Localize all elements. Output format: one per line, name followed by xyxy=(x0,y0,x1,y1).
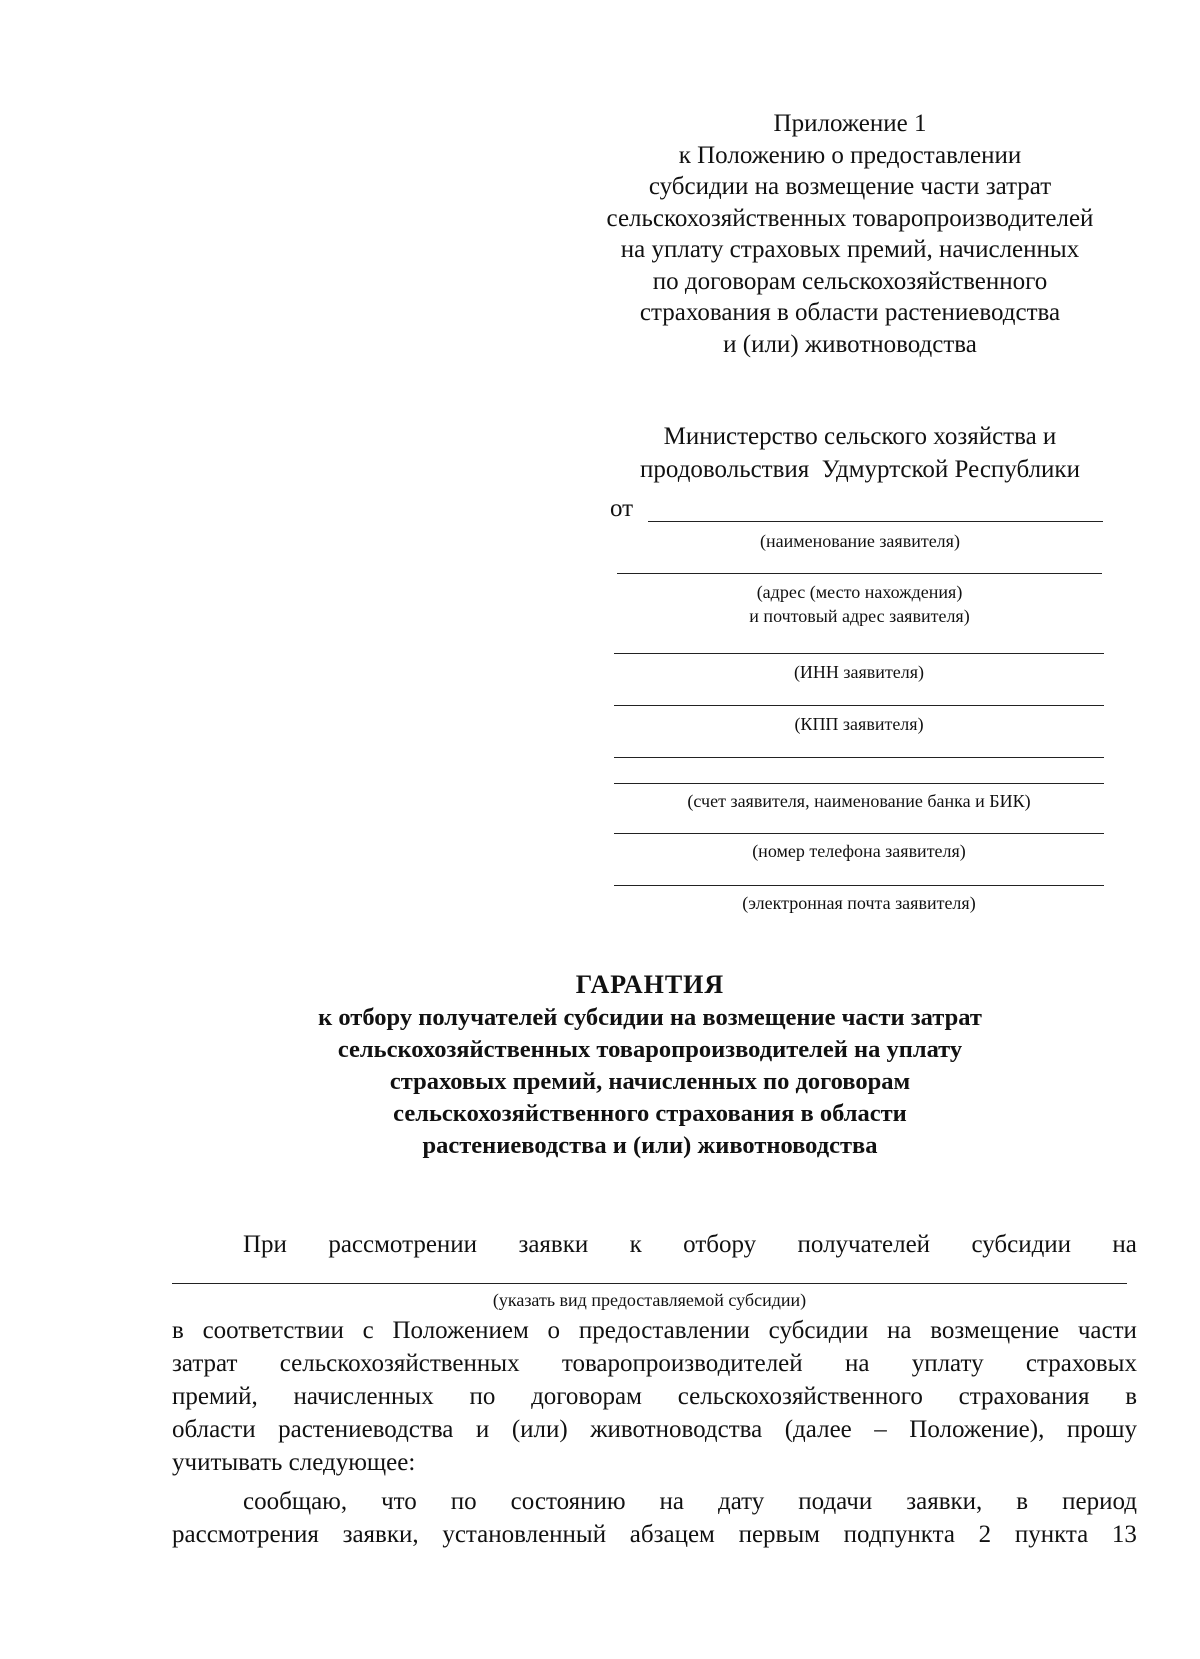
title-subtitle xyxy=(200,1002,1100,1162)
title-sub-line: страховых премий, начисленных по договорам xyxy=(389,1068,911,1095)
word: Положением xyxy=(392,1317,529,1344)
word: субсидии xyxy=(971,1231,1072,1258)
word: уплату xyxy=(911,1350,984,1377)
word: Положение), xyxy=(909,1416,1045,1443)
word: на xyxy=(844,1350,870,1377)
word: абзацем xyxy=(629,1521,715,1548)
appendix-line: страхования в области растениеводства xyxy=(639,299,1061,326)
applicant-phone-field[interactable] xyxy=(614,833,1104,834)
word: о xyxy=(547,1317,561,1344)
word: сельскохозяйственного xyxy=(677,1383,923,1410)
word: страховых xyxy=(1025,1350,1137,1377)
body-paragraph-line: учитывать следующее: xyxy=(172,1449,416,1476)
word: премий, xyxy=(172,1383,258,1410)
word: – xyxy=(874,1416,887,1443)
word: растениеводства xyxy=(278,1416,454,1443)
word: соответствии xyxy=(202,1317,344,1344)
word: При xyxy=(243,1231,287,1258)
appendix-line: к Положению о предоставлении xyxy=(678,141,1022,169)
applicant-kpp-caption: (КПП заявителя) xyxy=(794,714,924,734)
word: дату xyxy=(718,1488,765,1515)
body-paragraph-line xyxy=(172,1518,1137,1551)
word: по xyxy=(469,1383,496,1410)
word: предоставлении xyxy=(578,1317,750,1344)
word: сообщаю, xyxy=(243,1488,348,1515)
applicant-kpp-field[interactable] xyxy=(614,705,1104,706)
word: рассмотрения xyxy=(172,1521,319,1548)
word: возмещение xyxy=(930,1317,1060,1344)
applicant-email-field[interactable] xyxy=(614,885,1104,886)
word: заявки, xyxy=(906,1488,983,1515)
word: (или) xyxy=(511,1416,568,1443)
word: (далее xyxy=(784,1416,852,1443)
applicant-account-caption: (счет заявителя, наименование банка и БИК) xyxy=(687,791,1031,811)
word: области xyxy=(172,1416,256,1443)
word: рассмотрении xyxy=(328,1231,478,1258)
word: в xyxy=(1016,1488,1029,1515)
applicant-account-field-1[interactable] xyxy=(614,757,1104,758)
word: отбору xyxy=(683,1231,757,1258)
body-paragraph-line xyxy=(172,1380,1137,1413)
word: период xyxy=(1062,1488,1137,1515)
word: животноводства xyxy=(590,1416,763,1443)
word: части xyxy=(1077,1317,1137,1344)
word: заявки xyxy=(518,1231,589,1258)
applicant-account-field-2[interactable] xyxy=(614,783,1104,784)
applicant-name-caption: (наименование заявителя) xyxy=(760,531,960,551)
word: и xyxy=(475,1416,490,1443)
word: пункта xyxy=(1014,1521,1089,1548)
word: по xyxy=(450,1488,477,1515)
title-sub-line: сельскохозяйственного страхования в области xyxy=(393,1100,907,1127)
addressee-line-2: продовольствия Удмуртской Республики xyxy=(640,456,1080,483)
addressee-line-1: Министерство сельского хозяйства и xyxy=(663,423,1057,450)
word: в xyxy=(172,1317,184,1344)
body-first-line xyxy=(243,1228,1137,1261)
appendix-line: Приложение 1 xyxy=(773,110,927,137)
word: в xyxy=(1125,1383,1137,1410)
word: получателей xyxy=(797,1231,931,1258)
word: 13 xyxy=(1111,1521,1137,1548)
applicant-email-caption: (электронная почта заявителя) xyxy=(742,893,976,913)
addressee-block xyxy=(590,420,1130,486)
word: на xyxy=(1112,1231,1137,1258)
title-sub-line: сельскохозяйственных товаропроизводителей на уплату xyxy=(337,1036,963,1063)
word: начисленных xyxy=(293,1383,434,1410)
word: подпункта xyxy=(843,1521,955,1548)
subsidy-type-field[interactable] xyxy=(172,1283,1127,1284)
word: на xyxy=(887,1317,912,1344)
appendix-line: субсидии на возмещение части затрат xyxy=(648,173,1052,200)
word: прошу xyxy=(1066,1416,1137,1443)
body-paragraph-line xyxy=(172,1347,1137,1380)
body-paragraph-line xyxy=(243,1485,1137,1518)
appendix-line: сельскохозяйственных товаропроизводителей xyxy=(606,204,1094,232)
appendix-header xyxy=(550,108,1150,360)
word: установленный xyxy=(442,1521,607,1548)
body-paragraph-line xyxy=(172,1413,1137,1446)
from-label: от xyxy=(610,495,634,522)
subsidy-type-caption: (указать вид предоставляемой субсидии) xyxy=(492,1290,807,1310)
appendix-line: и (или) животноводства xyxy=(723,330,977,358)
applicant-name-field[interactable] xyxy=(648,521,1103,522)
applicant-phone-caption: (номер телефона заявителя) xyxy=(752,841,966,861)
word: подачи xyxy=(798,1488,873,1515)
word: 2 xyxy=(978,1521,992,1548)
word: первым xyxy=(738,1521,820,1548)
word: состоянию xyxy=(510,1488,626,1515)
body-paragraph-line xyxy=(172,1314,1137,1347)
applicant-inn-caption: (ИНН заявителя) xyxy=(793,662,925,682)
word: страхования xyxy=(958,1383,1090,1410)
word: к xyxy=(629,1231,642,1258)
word: что xyxy=(381,1488,417,1515)
applicant-address-caption-1: (адрес (место нахождения) xyxy=(756,582,963,602)
title-sub-line: растениеводства и (или) животноводства xyxy=(422,1132,878,1159)
applicant-address-caption-2: и почтовый адрес заявителя) xyxy=(749,606,970,626)
word: заявки, xyxy=(342,1521,419,1548)
word: субсидии xyxy=(768,1317,869,1344)
appendix-line: по договорам сельскохозяйственного xyxy=(652,267,1048,295)
word: сельскохозяйственных xyxy=(279,1350,520,1377)
word: затрат xyxy=(172,1350,238,1377)
word: товаропроизводителей xyxy=(561,1350,803,1377)
applicant-address-field[interactable] xyxy=(617,573,1102,574)
applicant-inn-field[interactable] xyxy=(614,653,1104,654)
appendix-line: на уплату страховых премий, начисленных xyxy=(620,236,1080,263)
word: договорам xyxy=(531,1383,642,1410)
document-title xyxy=(200,968,1100,1162)
word: с xyxy=(362,1317,374,1344)
title-main: ГАРАНТИЯ xyxy=(575,970,725,999)
title-sub-line: к отбору получателей субсидии на возмещение части затрат xyxy=(318,1004,982,1031)
word: на xyxy=(659,1488,685,1515)
